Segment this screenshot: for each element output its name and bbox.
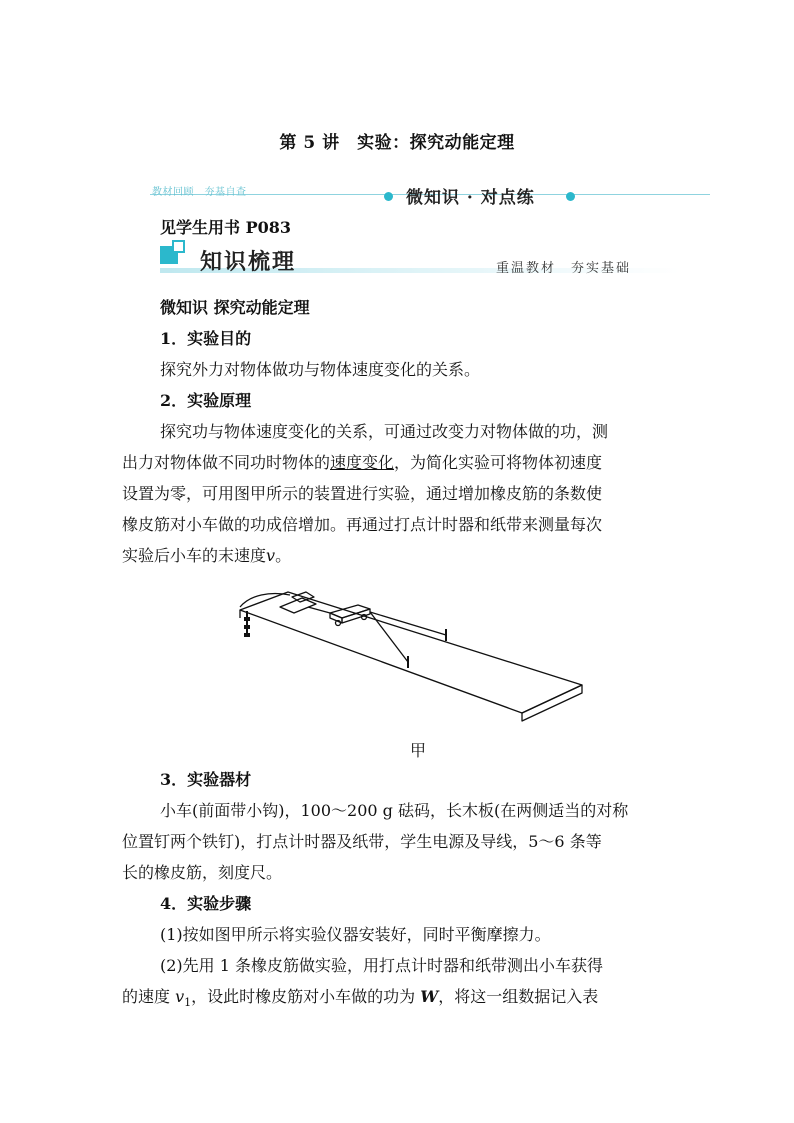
paper-tape xyxy=(308,607,330,613)
principle-line-5b: 。 xyxy=(275,546,292,565)
principle-line-1: 探究功与物体速度变化的关系，可通过改变力对物体做的功，测 xyxy=(160,422,609,441)
step-2-line-2c: ，将这一组数据记入表 xyxy=(438,987,599,1006)
rubber-band-lower xyxy=(370,612,408,662)
equipment-line-1: 小车(前面带小钩)，100～200 g 砝码，长木板(在两侧适当的对称 xyxy=(160,801,629,820)
principle-line-5 xyxy=(122,546,291,566)
banner-left-text: 教材回顾 夯基自查 xyxy=(152,187,247,198)
apparatus-figure xyxy=(230,585,600,730)
principle-line-5a: 实验后小车的末速度 xyxy=(122,546,267,565)
figure-caption: 甲 xyxy=(409,741,426,760)
section-subtitle: 重温教材 夯实基础 xyxy=(496,261,632,276)
page-title: 第 5 讲 实验：探究动能定理 xyxy=(279,133,515,153)
page-reference: 见学生用书 P083 xyxy=(160,218,292,237)
step-2-line-2a: 的速度 xyxy=(122,987,176,1006)
step-2-line-2 xyxy=(122,987,598,1013)
principle-line-2a: 出力对物体做不同功时物体的 xyxy=(122,453,331,472)
objective-text: 探究外力对物体做功与物体速度变化的关系。 xyxy=(160,360,481,379)
heading-steps: 4．实验步骤 xyxy=(160,894,252,913)
velocity-subscript: 1 xyxy=(184,996,192,1010)
heading-equipment: 3．实验器材 xyxy=(160,770,252,789)
section-title: 知识梳理 xyxy=(200,249,297,275)
rubber-band-upper xyxy=(370,612,446,635)
dot-icon xyxy=(384,192,393,201)
velocity-symbol: v xyxy=(175,987,185,1006)
square-outline-icon xyxy=(172,240,185,253)
principle-line-2 xyxy=(122,453,602,473)
velocity-symbol: v xyxy=(266,546,276,565)
principle-line-3: 设置为零，可用图甲所示的装置进行实验，通过增加橡皮筋的条数使 xyxy=(122,484,603,503)
banner-title: 微知识 · 对点练 xyxy=(406,188,535,208)
heading-principle: 2．实验原理 xyxy=(160,391,252,410)
board-front-edge xyxy=(522,685,582,721)
clamp-icon xyxy=(244,611,250,637)
dot-icon xyxy=(566,192,575,201)
micro-knowledge-title: 微知识 探究动能定理 xyxy=(160,298,310,317)
equipment-line-2: 位置钉两个铁钉)，打点计时器及纸带，学生电源及导线，5～6 条等 xyxy=(122,832,602,851)
heading-objective: 1．实验目的 xyxy=(160,329,252,348)
work-symbol: W xyxy=(420,987,439,1006)
step-2-line-2b: ，设此时橡皮筋对小车做的功为 xyxy=(191,987,421,1006)
principle-line-2b: ，为简化实验可将物体初速度 xyxy=(394,453,603,472)
step-1: (1)按如图甲所示将实验仪器安装好，同时平衡摩擦力。 xyxy=(160,925,551,944)
step-2-line-1: (2)先用 1 条橡皮筋做实验，用打点计时器和纸带测出小车获得 xyxy=(160,956,604,975)
board-top xyxy=(240,592,582,713)
principle-line-4: 橡皮筋对小车做的功成倍增加。再通过打点计时器和纸带来测量每次 xyxy=(122,515,603,534)
equipment-line-3: 长的橡皮筋，刻度尺。 xyxy=(122,863,283,882)
underlined-term: 速度变化 xyxy=(330,453,395,472)
